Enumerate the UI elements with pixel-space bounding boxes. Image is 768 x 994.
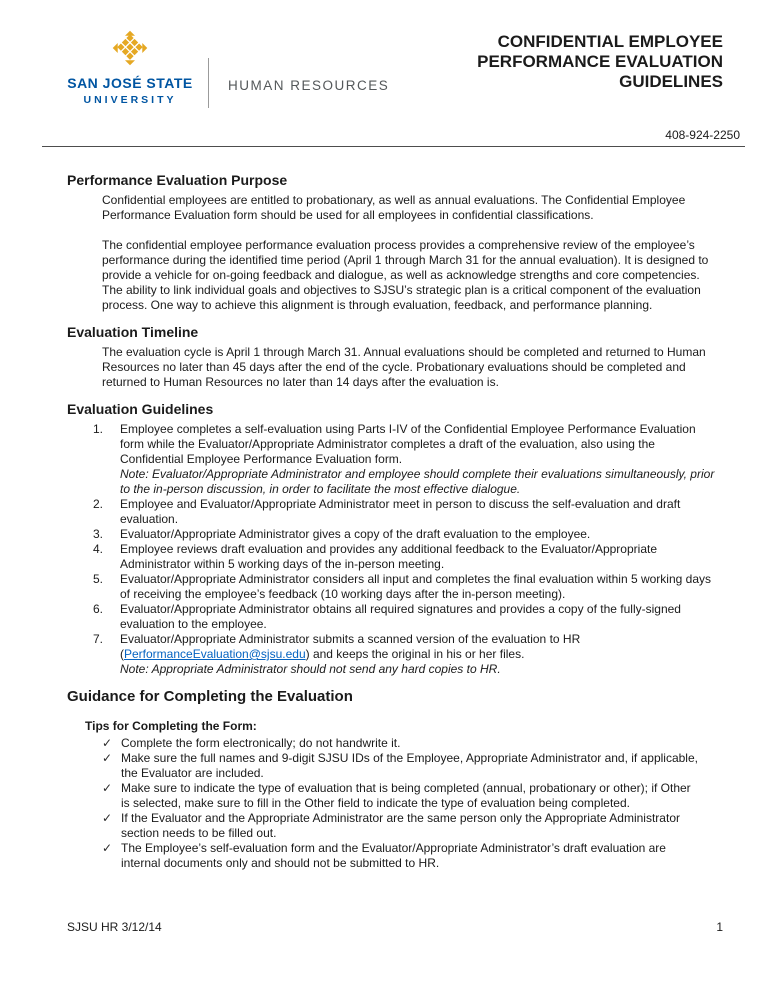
item-number: 7. xyxy=(93,632,104,646)
header-divider xyxy=(208,58,209,108)
section-heading: Performance Evaluation Purpose xyxy=(67,172,288,188)
list-item xyxy=(93,632,717,677)
check-item-text: Make sure the full names and 9-digit SJSU IDs of the Employee, Appropriate Administrator and, if applicable, the Evaluator are included. xyxy=(121,751,698,780)
check-item-text: Complete the form electronically; do not handwrite it. xyxy=(121,736,401,750)
tips-block xyxy=(85,719,724,871)
checkmark-icon: ✓ xyxy=(102,781,113,795)
item-text: Evaluator/Appropriate Administrator obtains all required signatures and provides a copy of the fully-signed evaluation to the employee. xyxy=(120,602,681,631)
footer-document-id: SJSU HR 3/12/14 xyxy=(67,920,162,934)
page-number: 1 xyxy=(716,920,723,934)
list-item xyxy=(93,527,717,542)
item-note: Note: Evaluator/Appropriate Administrator and employee should complete their evaluations simultaneously, prior to the in-person discussion, in order to facilitate the most effective dialogue. xyxy=(120,467,715,496)
document-title-line: GUIDELINES xyxy=(619,72,723,91)
item-number: 2. xyxy=(93,497,104,511)
check-list-item xyxy=(102,751,702,781)
list-item xyxy=(93,572,717,602)
item-number: 1. xyxy=(93,422,104,436)
check-list-item xyxy=(102,841,702,871)
item-note: Note: Appropriate Administrator should not send any hard copies to HR. xyxy=(120,662,501,676)
section-guidance xyxy=(67,688,724,871)
item-text: Employee reviews draft evaluation and provides any additional feedback to the Evaluator/Appropriate Administrator within 5 working days of the in-person meeting. xyxy=(120,542,657,571)
numbered-list xyxy=(93,422,724,677)
section-heading: Guidance for Completing the Evaluation xyxy=(67,688,353,705)
check-list xyxy=(102,736,724,871)
section-guidelines xyxy=(67,401,724,677)
document-body xyxy=(67,172,724,882)
sjsu-diamond-mark-icon xyxy=(112,30,148,71)
document-title-line: PERFORMANCE EVALUATION xyxy=(477,52,723,71)
check-list-item xyxy=(102,736,702,751)
checkmark-icon: ✓ xyxy=(102,736,113,750)
item-text: Employee and Evaluator/Appropriate Administrator meet in person to discuss the self-evaluation and draft evaluation. xyxy=(120,497,681,526)
list-item xyxy=(93,422,717,497)
document-title-line: CONFIDENTIAL EMPLOYEE xyxy=(497,32,723,51)
university-subtitle: UNIVERSITY xyxy=(83,94,177,106)
tips-heading: Tips for Completing the Form: xyxy=(85,719,257,733)
check-item-text: Make sure to indicate the type of evaluation that is being completed (annual, probationary or other); if Other is selected, make sure to fill in the Other field to indicate the type of evaluation being completed. xyxy=(121,781,691,810)
university-name: SAN JOSÉ STATE xyxy=(67,75,193,91)
check-item-text: If the Evaluator and the Appropriate Administrator are the same person only the Appropriate Administrator section needs to be filled out. xyxy=(121,811,680,840)
section-timeline xyxy=(67,324,724,390)
document-title xyxy=(477,32,723,92)
section-heading: Evaluation Timeline xyxy=(67,324,199,340)
item-text: Evaluator/Appropriate Administrator considers all input and completes the final evaluation within 5 working days of receiving the employee’s feedback (10 working days after the in-person meeting). xyxy=(120,572,711,601)
item-text xyxy=(120,422,717,497)
sjsu-logo xyxy=(66,30,194,106)
list-item xyxy=(93,497,717,527)
list-item xyxy=(93,602,717,632)
checkmark-icon: ✓ xyxy=(102,841,113,855)
item-text xyxy=(120,632,717,677)
item-number: 5. xyxy=(93,572,104,586)
check-list-item xyxy=(102,811,702,841)
paragraph: The evaluation cycle is April 1 through March 31. Annual evaluations should be completed and returned to Human Resources no later than 45 days after the end of the cycle. Probationary evaluations should be completed and returned to Human Resources no later than 14 days after the evaluation is. xyxy=(102,345,706,389)
header-rule xyxy=(42,146,745,147)
item-number: 3. xyxy=(93,527,104,541)
department-name: HUMAN RESOURCES xyxy=(228,78,390,93)
checkmark-icon: ✓ xyxy=(102,811,113,825)
check-list-item xyxy=(102,781,702,811)
item-number: 6. xyxy=(93,602,104,616)
section-heading: Evaluation Guidelines xyxy=(67,401,214,417)
paragraph: The confidential employee performance evaluation process provides a comprehensive review of the employee’s performance during the identified time period (April 1 through March 31 for the annual evaluation). It is designed to provide a vehicle for on-going feedback and dialogue, as well as acknowledge strengths and core competencies. The ability to link individual goals and objectives to SJSU’s strategic plan is a critical component of the evaluation process. One way to achieve this alignment is through evaluation, feedback, and performance planning. xyxy=(102,238,709,312)
item-text-after-link: ) and keeps the original in his or her files. xyxy=(305,647,525,661)
performance-evaluation-email-link[interactable]: PerformanceEvaluation@sjsu.edu xyxy=(124,647,306,661)
item-text-main: Employee completes a self-evaluation using Parts I-IV of the Confidential Employee Performance Evaluation form while the Evaluator/Appropriate Administrator completes a draft of the evaluation, also using the Confidential Employee Performance Evaluation form. xyxy=(120,422,696,466)
section-purpose xyxy=(67,172,724,313)
paragraph: Confidential employees are entitled to probationary, as well as annual evaluations. The Confidential Employee Performance Evaluation form should be used for all employees in confidential classifications. xyxy=(102,193,686,222)
item-text: Evaluator/Appropriate Administrator gives a copy of the draft evaluation to the employee. xyxy=(120,527,591,541)
item-number: 4. xyxy=(93,542,104,556)
check-item-text: The Employee’s self-evaluation form and the Evaluator/Appropriate Administrator’s draft evaluation are internal documents only and should not be submitted to HR. xyxy=(121,841,666,870)
item-text-before-link: Evaluator/Appropriate Administrator submits a scanned version of the evaluation to HR ( xyxy=(120,632,581,661)
checkmark-icon: ✓ xyxy=(102,751,113,765)
phone-number: 408-924-2250 xyxy=(665,128,740,142)
list-item xyxy=(93,542,717,572)
